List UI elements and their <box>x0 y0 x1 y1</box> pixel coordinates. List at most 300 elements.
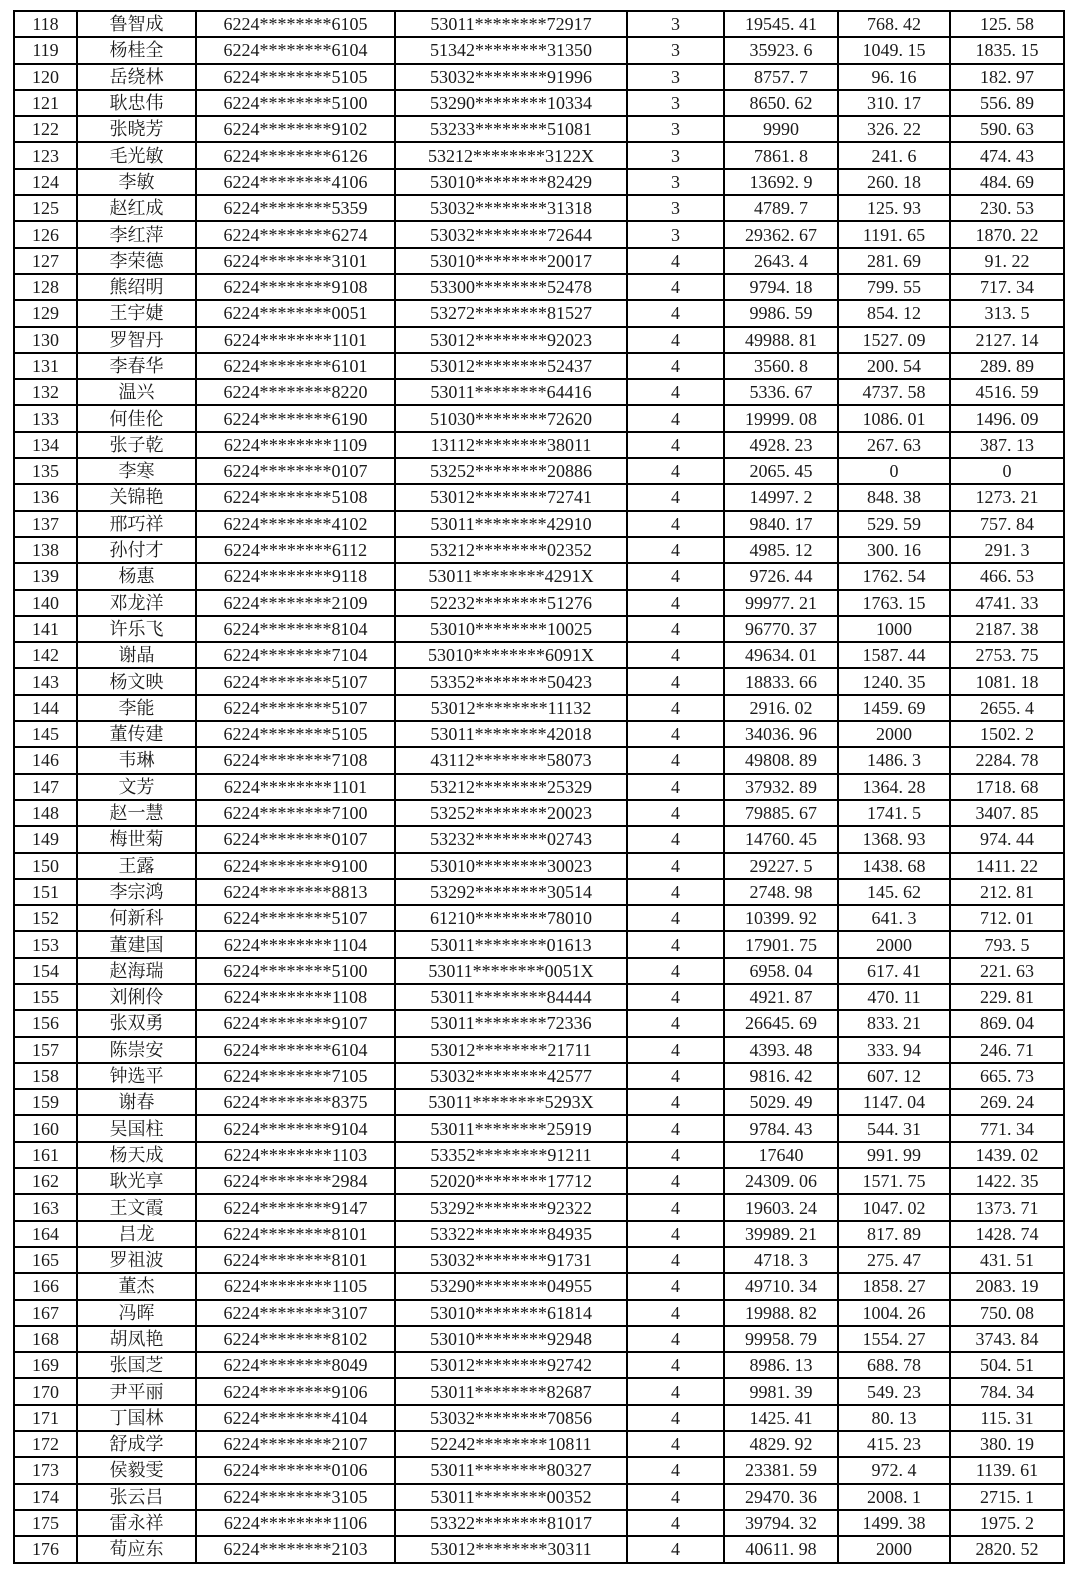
cell-name: 邓龙洋 <box>77 590 196 616</box>
cell-amount-1: 35923. 6 <box>724 37 838 63</box>
cell-card-number: 6224********2984 <box>196 1168 395 1194</box>
cell-id-number: 61210********78010 <box>395 905 627 931</box>
table-row <box>14 169 1064 195</box>
cell-amount-2: 1438. 68 <box>838 853 950 879</box>
cell-card-number: 6224********3101 <box>196 248 395 274</box>
cell-group: 4 <box>627 1431 724 1457</box>
table-row <box>14 11 1064 37</box>
table-row <box>14 1326 1064 1352</box>
table-row <box>14 668 1064 694</box>
cell-id-number: 53232********02743 <box>395 826 627 852</box>
cell-amount-2: 1086. 01 <box>838 405 950 431</box>
table-row <box>14 1063 1064 1089</box>
cell-name: 孙付才 <box>77 537 196 563</box>
cell-id-number: 53352********91211 <box>395 1142 627 1168</box>
cell-group: 4 <box>627 1405 724 1431</box>
cell-amount-3: 466. 53 <box>950 563 1064 589</box>
cell-amount-3: 269. 24 <box>950 1089 1064 1115</box>
cell-amount-3: 115. 31 <box>950 1405 1064 1431</box>
cell-amount-2: 1191. 65 <box>838 221 950 247</box>
cell-amount-1: 9840. 17 <box>724 511 838 537</box>
cell-row-index: 158 <box>14 1063 77 1089</box>
cell-amount-3: 221. 63 <box>950 958 1064 984</box>
cell-group: 3 <box>627 142 724 168</box>
cell-id-number: 53012********72741 <box>395 484 627 510</box>
cell-amount-3: 1439. 02 <box>950 1142 1064 1168</box>
cell-group: 3 <box>627 169 724 195</box>
cell-name: 谢春 <box>77 1089 196 1115</box>
cell-amount-1: 19988. 82 <box>724 1300 838 1326</box>
cell-name: 李能 <box>77 695 196 721</box>
cell-row-index: 151 <box>14 879 77 905</box>
table-row <box>14 826 1064 852</box>
cell-id-number: 53010********10025 <box>395 616 627 642</box>
cell-id-number: 53011********72917 <box>395 11 627 37</box>
cell-row-index: 161 <box>14 1142 77 1168</box>
table-row <box>14 300 1064 326</box>
cell-amount-1: 8986. 13 <box>724 1352 838 1378</box>
cell-row-index: 150 <box>14 853 77 879</box>
cell-amount-3: 387. 13 <box>950 432 1064 458</box>
cell-amount-3: 474. 43 <box>950 142 1064 168</box>
cell-amount-3: 2753. 75 <box>950 642 1064 668</box>
cell-card-number: 6224********6190 <box>196 405 395 431</box>
cell-row-index: 176 <box>14 1536 77 1562</box>
cell-group: 4 <box>627 1247 724 1273</box>
cell-name: 吕龙 <box>77 1221 196 1247</box>
cell-group: 3 <box>627 195 724 221</box>
table-row <box>14 1510 1064 1536</box>
cell-amount-2: 4737. 58 <box>838 379 950 405</box>
table-row <box>14 1300 1064 1326</box>
cell-amount-1: 26645. 69 <box>724 1010 838 1036</box>
cell-card-number: 6224********4106 <box>196 169 395 195</box>
cell-amount-3: 869. 04 <box>950 1010 1064 1036</box>
cell-name: 毛光敏 <box>77 142 196 168</box>
cell-id-number: 53212********02352 <box>395 537 627 563</box>
cell-group: 4 <box>627 1089 724 1115</box>
cell-name: 杨桂全 <box>77 37 196 63</box>
cell-group: 3 <box>627 90 724 116</box>
table-row <box>14 327 1064 353</box>
cell-amount-2: 617. 41 <box>838 958 950 984</box>
cell-group: 3 <box>627 64 724 90</box>
cell-id-number: 53012********52437 <box>395 353 627 379</box>
cell-group: 3 <box>627 11 724 37</box>
cell-card-number: 6224********3105 <box>196 1484 395 1510</box>
cell-id-number: 53290********04955 <box>395 1273 627 1299</box>
table-row <box>14 800 1064 826</box>
table-row <box>14 379 1064 405</box>
cell-row-index: 120 <box>14 64 77 90</box>
cell-group: 4 <box>627 353 724 379</box>
cell-card-number: 6224********9100 <box>196 853 395 879</box>
cell-amount-3: 4741. 33 <box>950 590 1064 616</box>
cell-row-index: 156 <box>14 1010 77 1036</box>
cell-amount-2: 1147. 04 <box>838 1089 950 1115</box>
cell-group: 4 <box>627 1484 724 1510</box>
cell-amount-3: 289. 89 <box>950 353 1064 379</box>
cell-amount-1: 9981. 39 <box>724 1378 838 1404</box>
cell-id-number: 53012********92742 <box>395 1352 627 1378</box>
cell-amount-1: 9816. 42 <box>724 1063 838 1089</box>
cell-row-index: 149 <box>14 826 77 852</box>
cell-group: 4 <box>627 1063 724 1089</box>
cell-row-index: 155 <box>14 984 77 1010</box>
cell-amount-1: 2916. 02 <box>724 695 838 721</box>
cell-id-number: 53322********81017 <box>395 1510 627 1536</box>
table-row <box>14 695 1064 721</box>
table-row <box>14 590 1064 616</box>
cell-group: 4 <box>627 1378 724 1404</box>
cell-row-index: 144 <box>14 695 77 721</box>
cell-amount-2: 1571. 75 <box>838 1168 950 1194</box>
cell-amount-1: 14760. 45 <box>724 826 838 852</box>
cell-card-number: 6224********6101 <box>196 353 395 379</box>
cell-amount-3: 1835. 15 <box>950 37 1064 63</box>
cell-amount-3: 1081. 18 <box>950 668 1064 694</box>
cell-amount-2: 2000 <box>838 1536 950 1562</box>
cell-amount-1: 79885. 67 <box>724 800 838 826</box>
cell-amount-2: 1762. 54 <box>838 563 950 589</box>
table-row <box>14 1536 1064 1562</box>
cell-amount-1: 4789. 7 <box>724 195 838 221</box>
cell-amount-2: 333. 94 <box>838 1037 950 1063</box>
cell-row-index: 139 <box>14 563 77 589</box>
cell-amount-3: 757. 84 <box>950 511 1064 537</box>
cell-amount-3: 1273. 21 <box>950 484 1064 510</box>
cell-amount-1: 49988. 81 <box>724 327 838 353</box>
cell-amount-1: 29470. 36 <box>724 1484 838 1510</box>
cell-amount-1: 40611. 98 <box>724 1536 838 1562</box>
cell-amount-1: 49634. 01 <box>724 642 838 668</box>
cell-amount-1: 4829. 92 <box>724 1431 838 1457</box>
cell-name: 张国芝 <box>77 1352 196 1378</box>
cell-amount-1: 99958. 79 <box>724 1326 838 1352</box>
table-row <box>14 721 1064 747</box>
cell-name: 侯毅雯 <box>77 1457 196 1483</box>
cell-amount-2: 688. 78 <box>838 1352 950 1378</box>
cell-card-number: 6224********9102 <box>196 116 395 142</box>
cell-row-index: 118 <box>14 11 77 37</box>
cell-id-number: 53011********42910 <box>395 511 627 537</box>
table-row <box>14 1457 1064 1483</box>
cell-amount-2: 1459. 69 <box>838 695 950 721</box>
table-row <box>14 1273 1064 1299</box>
cell-id-number: 53011********80327 <box>395 1457 627 1483</box>
cell-group: 3 <box>627 221 724 247</box>
table-row <box>14 1378 1064 1404</box>
cell-amount-1: 4718. 3 <box>724 1247 838 1273</box>
cell-row-index: 146 <box>14 747 77 773</box>
cell-name: 杨文映 <box>77 668 196 694</box>
cell-amount-2: 281. 69 <box>838 248 950 274</box>
cell-card-number: 6224********5108 <box>196 484 395 510</box>
cell-card-number: 6224********9106 <box>196 1378 395 1404</box>
cell-name: 杨惠 <box>77 563 196 589</box>
cell-id-number: 53032********42577 <box>395 1063 627 1089</box>
cell-amount-2: 2008. 1 <box>838 1484 950 1510</box>
cell-amount-1: 2643. 4 <box>724 248 838 274</box>
cell-amount-2: 1368. 93 <box>838 826 950 852</box>
cell-name: 钟选平 <box>77 1063 196 1089</box>
cell-row-index: 135 <box>14 458 77 484</box>
cell-card-number: 6224********2103 <box>196 1536 395 1562</box>
cell-amount-2: 1364. 28 <box>838 774 950 800</box>
cell-name: 陈崇安 <box>77 1037 196 1063</box>
cell-name: 熊绍明 <box>77 274 196 300</box>
cell-card-number: 6224********6126 <box>196 142 395 168</box>
cell-amount-1: 4985. 12 <box>724 537 838 563</box>
cell-group: 4 <box>627 1010 724 1036</box>
cell-id-number: 53012********21711 <box>395 1037 627 1063</box>
cell-group: 4 <box>627 616 724 642</box>
cell-group: 4 <box>627 721 724 747</box>
cell-card-number: 6224********0107 <box>196 826 395 852</box>
cell-group: 4 <box>627 774 724 800</box>
cell-group: 4 <box>627 511 724 537</box>
cell-amount-3: 125. 58 <box>950 11 1064 37</box>
cell-name: 雷永祥 <box>77 1510 196 1536</box>
cell-row-index: 148 <box>14 800 77 826</box>
table-row <box>14 1221 1064 1247</box>
table-row <box>14 879 1064 905</box>
table-row <box>14 37 1064 63</box>
cell-card-number: 6224********9108 <box>196 274 395 300</box>
cell-amount-1: 39989. 21 <box>724 1221 838 1247</box>
cell-amount-2: 267. 63 <box>838 432 950 458</box>
cell-row-index: 122 <box>14 116 77 142</box>
cell-card-number: 6224********1104 <box>196 931 395 957</box>
cell-amount-2: 1004. 26 <box>838 1300 950 1326</box>
cell-amount-1: 49710. 34 <box>724 1273 838 1299</box>
cell-amount-3: 1411. 22 <box>950 853 1064 879</box>
cell-amount-2: 549. 23 <box>838 1378 950 1404</box>
cell-id-number: 53010********82429 <box>395 169 627 195</box>
cell-name: 赵一慧 <box>77 800 196 826</box>
table-row <box>14 221 1064 247</box>
cell-row-index: 137 <box>14 511 77 537</box>
cell-amount-2: 0 <box>838 458 950 484</box>
cell-group: 4 <box>627 747 724 773</box>
cell-card-number: 6224********5107 <box>196 905 395 931</box>
cell-amount-3: 717. 34 <box>950 274 1064 300</box>
cell-row-index: 163 <box>14 1194 77 1220</box>
cell-id-number: 53252********20023 <box>395 800 627 826</box>
cell-row-index: 172 <box>14 1431 77 1457</box>
table-row <box>14 1168 1064 1194</box>
cell-amount-2: 991. 99 <box>838 1142 950 1168</box>
cell-amount-1: 9986. 59 <box>724 300 838 326</box>
cell-id-number: 53012********30311 <box>395 1536 627 1562</box>
cell-id-number: 52242********10811 <box>395 1431 627 1457</box>
cell-amount-1: 6958. 04 <box>724 958 838 984</box>
cell-amount-2: 817. 89 <box>838 1221 950 1247</box>
cell-id-number: 53352********50423 <box>395 668 627 694</box>
cell-amount-3: 229. 81 <box>950 984 1064 1010</box>
cell-card-number: 6224********5105 <box>196 721 395 747</box>
cell-id-number: 52020********17712 <box>395 1168 627 1194</box>
cell-row-index: 128 <box>14 274 77 300</box>
cell-card-number: 6224********7105 <box>196 1063 395 1089</box>
cell-name: 王宇婕 <box>77 300 196 326</box>
cell-amount-3: 2083. 19 <box>950 1273 1064 1299</box>
cell-card-number: 6224********8101 <box>196 1247 395 1273</box>
cell-id-number: 53272********81527 <box>395 300 627 326</box>
cell-amount-2: 1499. 38 <box>838 1510 950 1536</box>
cell-amount-3: 1718. 68 <box>950 774 1064 800</box>
cell-amount-2: 2000 <box>838 721 950 747</box>
cell-name: 李红萍 <box>77 221 196 247</box>
cell-id-number: 53322********84935 <box>395 1221 627 1247</box>
cell-id-number: 53012********11132 <box>395 695 627 721</box>
cell-id-number: 53010********20017 <box>395 248 627 274</box>
cell-group: 4 <box>627 1221 724 1247</box>
table-row <box>14 458 1064 484</box>
cell-group: 4 <box>627 274 724 300</box>
cell-amount-1: 37932. 89 <box>724 774 838 800</box>
cell-name: 罗智丹 <box>77 327 196 353</box>
cell-row-index: 175 <box>14 1510 77 1536</box>
cell-amount-3: 2187. 38 <box>950 616 1064 642</box>
cell-amount-1: 19545. 41 <box>724 11 838 37</box>
cell-amount-1: 13692. 9 <box>724 169 838 195</box>
cell-amount-2: 799. 55 <box>838 274 950 300</box>
cell-id-number: 53032********70856 <box>395 1405 627 1431</box>
table-row <box>14 1431 1064 1457</box>
cell-amount-3: 380. 19 <box>950 1431 1064 1457</box>
cell-amount-2: 1047. 02 <box>838 1194 950 1220</box>
cell-row-index: 119 <box>14 37 77 63</box>
cell-name: 关锦艳 <box>77 484 196 510</box>
cell-name: 尹平丽 <box>77 1378 196 1404</box>
table-row <box>14 747 1064 773</box>
cell-amount-1: 4928. 23 <box>724 432 838 458</box>
table-row <box>14 90 1064 116</box>
cell-group: 4 <box>627 458 724 484</box>
cell-amount-2: 848. 38 <box>838 484 950 510</box>
cell-amount-2: 300. 16 <box>838 537 950 563</box>
cell-group: 4 <box>627 1300 724 1326</box>
cell-card-number: 6224********7100 <box>196 800 395 826</box>
table-row <box>14 195 1064 221</box>
cell-id-number: 53011********4291X <box>395 563 627 589</box>
cell-amount-3: 313. 5 <box>950 300 1064 326</box>
cell-card-number: 6224********8220 <box>196 379 395 405</box>
cell-id-number: 53010********92948 <box>395 1326 627 1352</box>
cell-card-number: 6224********5359 <box>196 195 395 221</box>
cell-group: 4 <box>627 668 724 694</box>
cell-group: 4 <box>627 1352 724 1378</box>
cell-name: 韦琳 <box>77 747 196 773</box>
cell-row-index: 164 <box>14 1221 77 1247</box>
table-row <box>14 405 1064 431</box>
table-row <box>14 1089 1064 1115</box>
cell-card-number: 6224********3107 <box>196 1300 395 1326</box>
cell-id-number: 53233********51081 <box>395 116 627 142</box>
cell-amount-2: 544. 31 <box>838 1115 950 1141</box>
cell-group: 4 <box>627 1194 724 1220</box>
cell-amount-3: 1139. 61 <box>950 1457 1064 1483</box>
cell-id-number: 53292********92322 <box>395 1194 627 1220</box>
cell-row-index: 138 <box>14 537 77 563</box>
cell-row-index: 125 <box>14 195 77 221</box>
cell-amount-1: 9990 <box>724 116 838 142</box>
cell-name: 梅世菊 <box>77 826 196 852</box>
cell-amount-3: 974. 44 <box>950 826 1064 852</box>
cell-group: 4 <box>627 695 724 721</box>
cell-amount-1: 7861. 8 <box>724 142 838 168</box>
cell-name: 刘俐伶 <box>77 984 196 1010</box>
cell-card-number: 6224********9147 <box>196 1194 395 1220</box>
cell-name: 李寒 <box>77 458 196 484</box>
cell-name: 何新科 <box>77 905 196 931</box>
cell-name: 罗祖波 <box>77 1247 196 1273</box>
cell-id-number: 53032********31318 <box>395 195 627 221</box>
cell-row-index: 124 <box>14 169 77 195</box>
cell-card-number: 6224********6104 <box>196 37 395 63</box>
cell-amount-1: 19603. 24 <box>724 1194 838 1220</box>
cell-amount-1: 4393. 48 <box>724 1037 838 1063</box>
cell-name: 张云吕 <box>77 1484 196 1510</box>
cell-amount-1: 24309. 06 <box>724 1168 838 1194</box>
cell-amount-2: 529. 59 <box>838 511 950 537</box>
table-row <box>14 853 1064 879</box>
cell-group: 4 <box>627 826 724 852</box>
cell-amount-2: 1486. 3 <box>838 747 950 773</box>
cell-amount-2: 310. 17 <box>838 90 950 116</box>
cell-name: 董传建 <box>77 721 196 747</box>
cell-amount-3: 1496. 09 <box>950 405 1064 431</box>
cell-amount-3: 91. 22 <box>950 248 1064 274</box>
cell-card-number: 6224********1108 <box>196 984 395 1010</box>
table-row <box>14 142 1064 168</box>
cell-amount-3: 4516. 59 <box>950 379 1064 405</box>
cell-amount-3: 1422. 35 <box>950 1168 1064 1194</box>
cell-amount-3: 431. 51 <box>950 1247 1064 1273</box>
cell-group: 4 <box>627 1273 724 1299</box>
cell-name: 丁国林 <box>77 1405 196 1431</box>
cell-id-number: 53011********64416 <box>395 379 627 405</box>
cell-row-index: 126 <box>14 221 77 247</box>
cell-name: 董建国 <box>77 931 196 957</box>
cell-group: 4 <box>627 853 724 879</box>
cell-card-number: 6224********6274 <box>196 221 395 247</box>
cell-amount-1: 4921. 87 <box>724 984 838 1010</box>
cell-name: 舒成学 <box>77 1431 196 1457</box>
cell-row-index: 152 <box>14 905 77 931</box>
cell-group: 3 <box>627 37 724 63</box>
cell-card-number: 6224********5107 <box>196 695 395 721</box>
cell-amount-2: 641. 3 <box>838 905 950 931</box>
cell-amount-2: 1000 <box>838 616 950 642</box>
cell-group: 4 <box>627 379 724 405</box>
table-row <box>14 1352 1064 1378</box>
cell-group: 4 <box>627 958 724 984</box>
cell-row-index: 165 <box>14 1247 77 1273</box>
cell-card-number: 6224********1101 <box>196 327 395 353</box>
cell-card-number: 6224********5100 <box>196 958 395 984</box>
cell-amount-2: 972. 4 <box>838 1457 950 1483</box>
cell-id-number: 53010********6091X <box>395 642 627 668</box>
table-row <box>14 274 1064 300</box>
cell-id-number: 53011********5293X <box>395 1089 627 1115</box>
table-row <box>14 511 1064 537</box>
cell-group: 4 <box>627 537 724 563</box>
cell-amount-2: 1527. 09 <box>838 327 950 353</box>
cell-row-index: 174 <box>14 1484 77 1510</box>
cell-card-number: 6224********1103 <box>196 1142 395 1168</box>
